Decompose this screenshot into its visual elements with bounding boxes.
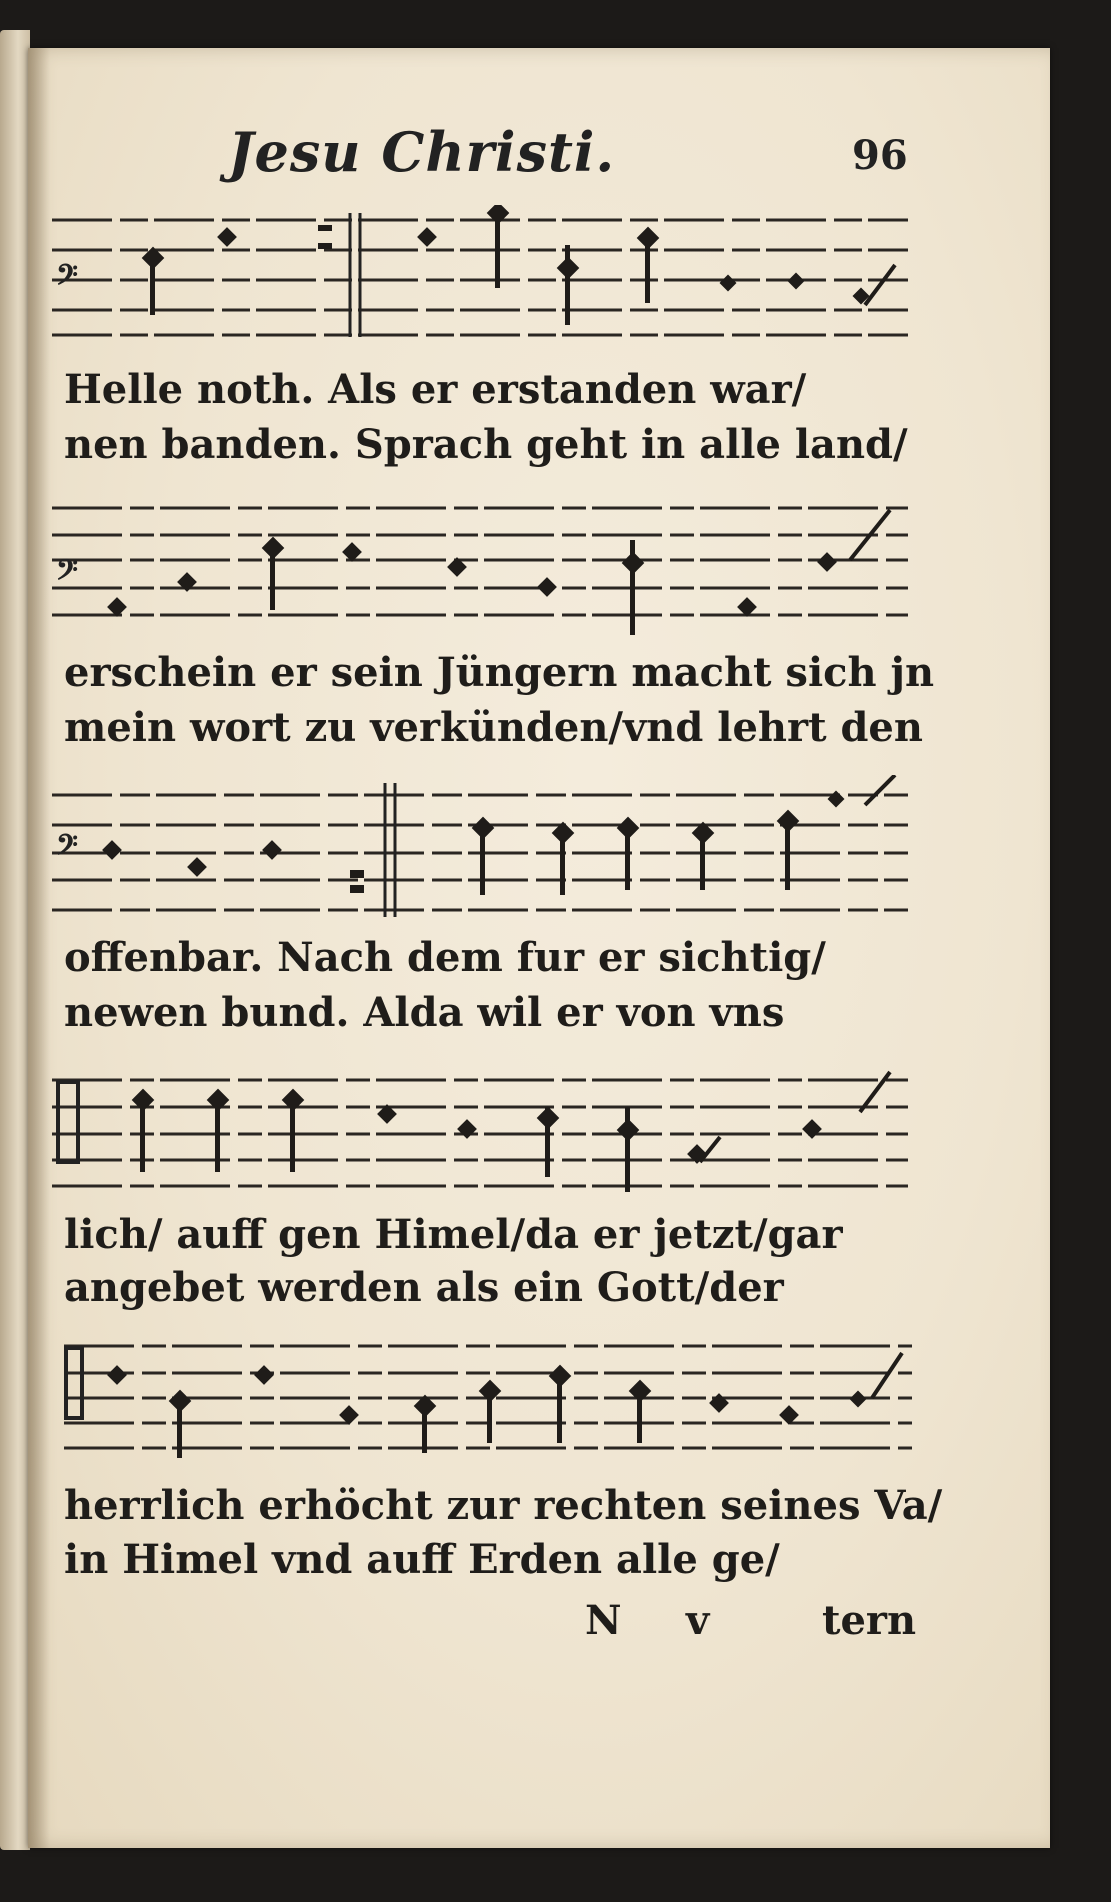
lyric-line-8: angebet werden als ein Gott/der bbox=[64, 1264, 784, 1311]
catchword-1: N bbox=[585, 1597, 622, 1644]
lyric-line-3: erschein er sein Jüngern macht sich jn bbox=[64, 649, 935, 696]
svg-text:𝄢: 𝄢 bbox=[56, 554, 78, 594]
svg-text:𝄢: 𝄢 bbox=[56, 259, 78, 299]
lyric-line-2: nen banden. Sprach geht in alle land/ bbox=[64, 421, 908, 468]
music-staff-4 bbox=[50, 1062, 920, 1197]
facing-page-edge bbox=[0, 30, 30, 1850]
music-staff-1 bbox=[50, 205, 920, 340]
catchword-2: v bbox=[686, 1597, 710, 1644]
page-gutter-shadow bbox=[28, 48, 50, 1848]
music-staff-3 bbox=[50, 775, 920, 920]
catchword-3: tern bbox=[822, 1597, 917, 1644]
lyric-line-4: mein wort zu verkünden/vnd lehrt den bbox=[64, 704, 923, 751]
music-staff-2 bbox=[50, 500, 920, 635]
lyric-line-10: in Himel vnd auff Erden alle ge/ bbox=[64, 1536, 780, 1583]
music-staff-5 bbox=[62, 1338, 932, 1463]
page-number: 96 bbox=[852, 132, 908, 179]
lyric-line-9: herrlich erhöcht zur rechten seines Va/ bbox=[64, 1482, 943, 1529]
running-head: Jesu Christi. bbox=[228, 120, 616, 184]
lyric-line-5: offenbar. Nach dem fur er sichtig/ bbox=[64, 934, 826, 981]
page-header bbox=[0, 120, 1111, 200]
lyric-line-1: Helle noth. Als er erstanden war/ bbox=[64, 366, 807, 413]
lyric-line-6: newen bund. Alda wil er von vns bbox=[64, 989, 785, 1036]
lyric-line-7: lich/ auff gen Himel/da er jetzt/gar bbox=[64, 1211, 843, 1258]
svg-text:𝄢: 𝄢 bbox=[56, 829, 78, 869]
